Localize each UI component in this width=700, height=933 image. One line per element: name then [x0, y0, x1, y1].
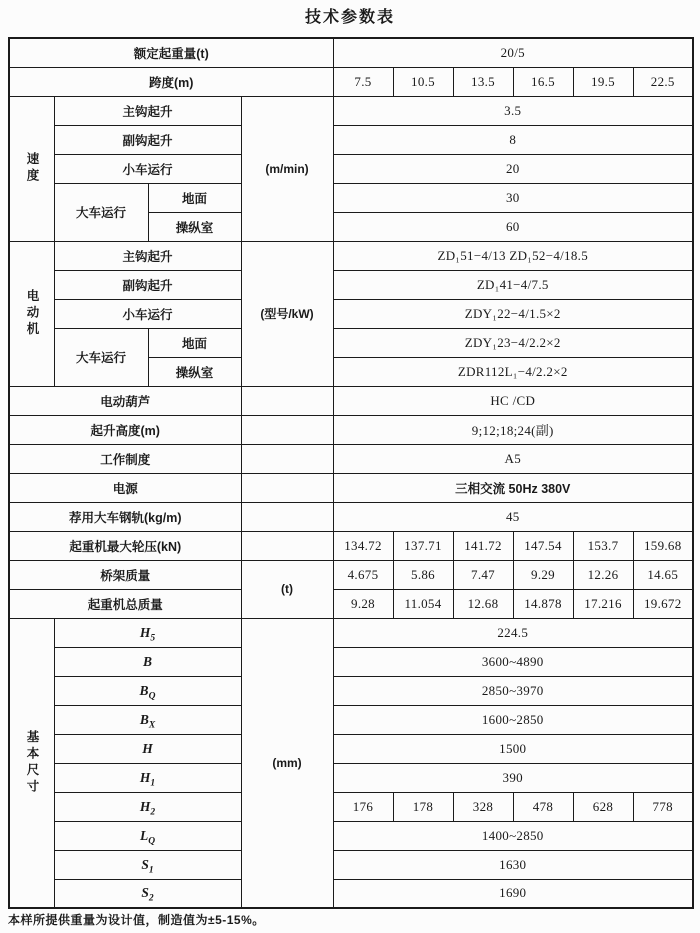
power-supply-value: 三相交流 50Hz 380V [333, 473, 693, 502]
speed-aux-hoist-label: 副钩起升 [54, 125, 241, 154]
dim-h1-value: 390 [333, 763, 693, 792]
dim-s1-label [54, 850, 241, 879]
dim-symbol: S [141, 856, 149, 872]
dim-subscript: X [148, 720, 156, 731]
motor-main-hoist-label: 主钩起升 [54, 241, 241, 270]
motor-unit: (型号/kW) [241, 241, 333, 386]
row-dim-h5 [9, 618, 693, 647]
dim-symbol: H [139, 624, 151, 640]
span-label: 跨度(m) [9, 67, 333, 96]
span-value-0: 7.5 [333, 67, 393, 96]
total-mass-value-0: 9.28 [333, 589, 393, 618]
empty-unit-cell [241, 444, 333, 473]
dim-h-value: 1500 [333, 734, 693, 763]
row-motor-crane-ground [9, 328, 693, 357]
speed-crane-label: 大车运行 [54, 183, 148, 241]
footnote: 本样所提供重量为设计值，制造值为±5-15%。 [8, 913, 265, 927]
lift-height-value: 9;12;18;24(副) [333, 415, 693, 444]
dim-symbol: B [139, 682, 149, 698]
motor-cab-label: 操纵室 [148, 357, 241, 386]
rated-capacity-value: 20/5 [333, 38, 693, 67]
row-electric-hoist [9, 386, 693, 415]
dim-bx-value: 1600~2850 [333, 705, 693, 734]
dim-b-value: 3600~4890 [333, 647, 693, 676]
row-dim-lq [9, 821, 693, 850]
speed-ground-value: 30 [333, 183, 693, 212]
dim-h2-label [54, 792, 241, 821]
dim-h2-value-2: 328 [453, 792, 513, 821]
electric-hoist-label: 电动葫芦 [9, 386, 241, 415]
dim-s2-value: 1690 [333, 879, 693, 908]
row-dim-bq [9, 676, 693, 705]
dim-h2-value-5: 778 [633, 792, 693, 821]
page-title: 技术参数表 [304, 9, 395, 26]
speed-cab-value: 60 [333, 212, 693, 241]
motor-group-label: 电动机 [25, 288, 39, 339]
dim-lq-label [54, 821, 241, 850]
bridge-mass-value-3: 9.29 [513, 560, 573, 589]
motor-trolley-label: 小车运行 [54, 299, 241, 328]
row-speed-crane-ground [9, 183, 693, 212]
dim-b-label [54, 647, 241, 676]
wheel-load-value-2: 141.72 [453, 531, 513, 560]
duty-class-label: 工作制度 [9, 444, 241, 473]
total-mass-value-1: 11.054 [393, 589, 453, 618]
dim-h2-value-0: 176 [333, 792, 393, 821]
dim-lq-value: 1400~2850 [333, 821, 693, 850]
dim-bq-value: 2850~3970 [333, 676, 693, 705]
row-motor-main-hoist [9, 241, 693, 270]
dim-s1-value: 1630 [333, 850, 693, 879]
rail-value: 45 [333, 502, 693, 531]
empty-unit-cell [241, 415, 333, 444]
span-value-4: 19.5 [573, 67, 633, 96]
row-motor-trolley [9, 299, 693, 328]
row-dim-bx [9, 705, 693, 734]
dim-subscript: 5 [150, 633, 156, 644]
dim-subscript: Q [148, 691, 156, 702]
empty-unit-cell [241, 386, 333, 415]
row-motor-aux-hoist [9, 270, 693, 299]
motor-main-hoist-value: ZD₁51−4/13 ZD₁52−4/18.5 [333, 241, 693, 270]
row-dim-h1 [9, 763, 693, 792]
total-mass-value-3: 14.878 [513, 589, 573, 618]
power-supply-label: 电源 [9, 473, 241, 502]
wheel-load-value-0: 134.72 [333, 531, 393, 560]
speed-main-hoist-label: 主钩起升 [54, 96, 241, 125]
span-value-5: 22.5 [633, 67, 693, 96]
dim-s2-label [54, 879, 241, 908]
span-value-1: 10.5 [393, 67, 453, 96]
row-dim-h [9, 734, 693, 763]
motor-crane-label: 大车运行 [54, 328, 148, 386]
dim-subscript: 2 [150, 807, 156, 818]
row-total-mass [9, 589, 693, 618]
row-dim-b [9, 647, 693, 676]
empty-unit-cell [241, 531, 333, 560]
dims-group-cell [9, 618, 54, 908]
speed-trolley-label: 小车运行 [54, 154, 241, 183]
rail-label: 荐用大车钢轨(kg/m) [9, 502, 241, 531]
dim-symbol: S [141, 885, 149, 901]
motor-ground-label: 地面 [148, 328, 241, 357]
bridge-mass-value-5: 14.65 [633, 560, 693, 589]
speed-main-hoist-value: 3.5 [333, 96, 693, 125]
dim-symbol: H [139, 769, 151, 785]
total-mass-value-4: 17.216 [573, 589, 633, 618]
motor-aux-hoist-label: 副钩起升 [54, 270, 241, 299]
row-speed-trolley [9, 154, 693, 183]
row-lift-height [9, 415, 693, 444]
duty-class-value: A5 [333, 444, 693, 473]
dim-h-label [54, 734, 241, 763]
dim-symbol: B [142, 653, 152, 669]
row-rated-capacity [9, 38, 693, 67]
row-wheel-load [9, 531, 693, 560]
bridge-mass-label: 桥架质量 [9, 560, 241, 589]
dim-h5-label [54, 618, 241, 647]
motor-cab-value: ZDR112L₁−4/2.2×2 [333, 357, 693, 386]
dim-h2-value-1: 178 [393, 792, 453, 821]
dim-subscript: Q [148, 836, 156, 847]
dim-symbol: H [139, 798, 151, 814]
wheel-load-value-1: 137.71 [393, 531, 453, 560]
row-dim-s2 [9, 879, 693, 908]
speed-group-cell [9, 96, 54, 241]
dim-symbol: H [142, 740, 153, 756]
span-value-2: 13.5 [453, 67, 513, 96]
motor-aux-hoist-value: ZD₁41−4/7.5 [333, 270, 693, 299]
wheel-load-value-5: 159.68 [633, 531, 693, 560]
dim-bq-label [54, 676, 241, 705]
wheel-load-value-4: 153.7 [573, 531, 633, 560]
row-speed-aux-hoist [9, 125, 693, 154]
dim-bx-label [54, 705, 241, 734]
total-mass-label: 起重机总质量 [9, 589, 241, 618]
row-dim-s1 [9, 850, 693, 879]
row-bridge-mass [9, 560, 693, 589]
dim-subscript: 2 [148, 893, 154, 904]
bridge-mass-value-2: 7.47 [453, 560, 513, 589]
dim-h2-value-3: 478 [513, 792, 573, 821]
dim-symbol: L [139, 827, 149, 843]
bridge-mass-value-1: 5.86 [393, 560, 453, 589]
total-mass-value-5: 19.672 [633, 589, 693, 618]
total-mass-value-2: 12.68 [453, 589, 513, 618]
speed-ground-label: 地面 [148, 183, 241, 212]
speed-aux-hoist-value: 8 [333, 125, 693, 154]
empty-unit-cell [241, 473, 333, 502]
speed-unit: (m/min) [241, 96, 333, 241]
mass-unit: (t) [241, 560, 333, 618]
dim-h1-label [54, 763, 241, 792]
speed-trolley-value: 20 [333, 154, 693, 183]
spec-table [8, 37, 694, 909]
row-dim-h2 [9, 792, 693, 821]
row-duty-class [9, 444, 693, 473]
speed-group-label: 速度 [25, 152, 39, 185]
dims-unit: (mm) [241, 618, 333, 908]
dim-symbol: B [139, 711, 149, 727]
bridge-mass-value-4: 12.26 [573, 560, 633, 589]
row-speed-main-hoist [9, 96, 693, 125]
dim-subscript: 1 [148, 865, 154, 876]
span-value-3: 16.5 [513, 67, 573, 96]
electric-hoist-value: HC /CD [333, 386, 693, 415]
lift-height-label: 起升高度(m) [9, 415, 241, 444]
row-span [9, 67, 693, 96]
dims-group-label: 基本尺寸 [25, 729, 39, 796]
rated-capacity-label: 额定起重量(t) [9, 38, 333, 67]
motor-group-cell [9, 241, 54, 386]
motor-trolley-value: ZDY₁22−4/1.5×2 [333, 299, 693, 328]
row-power-supply [9, 473, 693, 502]
speed-cab-label: 操纵室 [148, 212, 241, 241]
wheel-load-label: 起重机最大轮压(kN) [9, 531, 241, 560]
empty-unit-cell [241, 502, 333, 531]
dim-h5-value: 224.5 [333, 618, 693, 647]
dim-subscript: 1 [150, 778, 156, 789]
bridge-mass-value-0: 4.675 [333, 560, 393, 589]
motor-ground-value: ZDY₁23−4/2.2×2 [333, 328, 693, 357]
wheel-load-value-3: 147.54 [513, 531, 573, 560]
dim-h2-value-4: 628 [573, 792, 633, 821]
row-rail [9, 502, 693, 531]
